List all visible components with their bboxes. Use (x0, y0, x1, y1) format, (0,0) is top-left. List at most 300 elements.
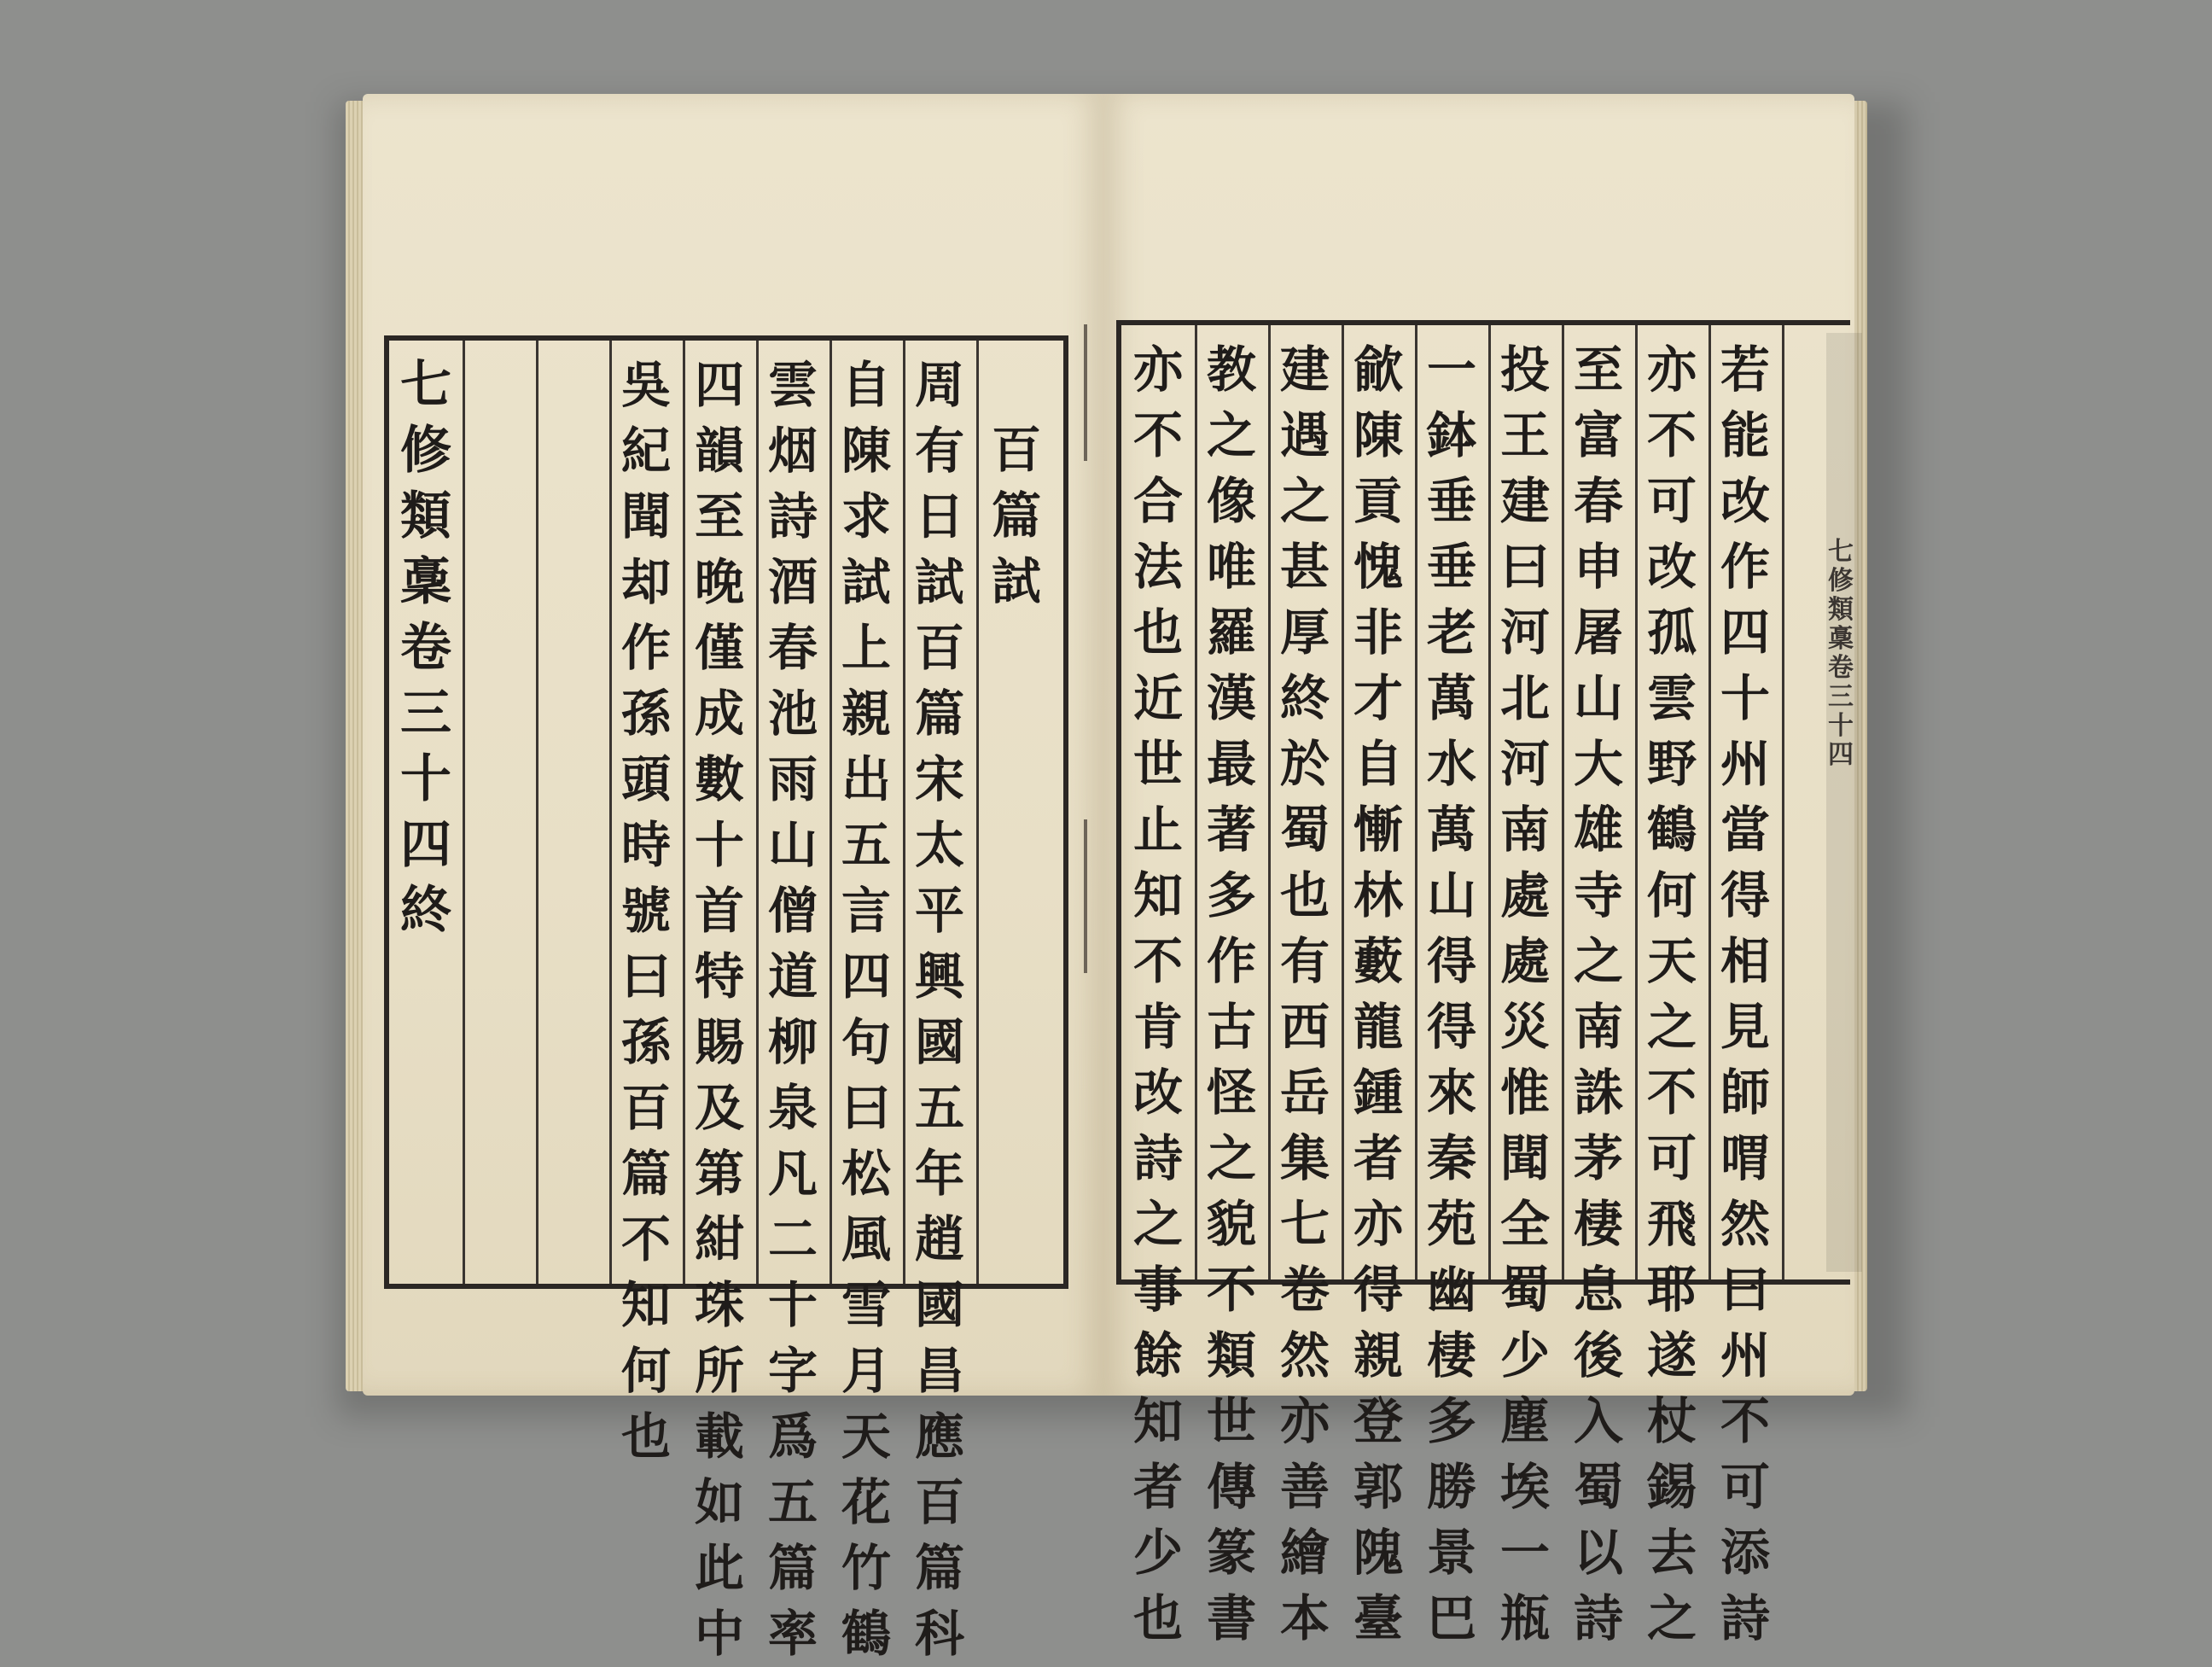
glyph: 特 (694, 947, 744, 1005)
glyph: 雄 (1573, 801, 1623, 859)
glyph: 類 (400, 487, 451, 546)
glyph: 應 (914, 1408, 964, 1466)
glyph: 得 (1426, 998, 1476, 1056)
glyph: 日 (914, 487, 964, 545)
glyph: 天 (841, 1408, 891, 1466)
glyph: 多 (1206, 866, 1256, 924)
glyph: 篆 (1206, 1524, 1256, 1582)
glyph: 曰 (1499, 538, 1550, 596)
glyph: 止 (1132, 801, 1183, 859)
column-rule (536, 341, 538, 1284)
section-heading (987, 417, 1046, 615)
column-rule (976, 341, 979, 1284)
glyph: 誅 (1573, 1064, 1623, 1122)
column-rule (683, 341, 685, 1284)
text-column (1128, 337, 1188, 1652)
glyph: 詩 (767, 487, 818, 545)
glyph: 時 (620, 816, 671, 874)
glyph: 國 (914, 1276, 964, 1334)
glyph: 幽 (1426, 1261, 1476, 1319)
glyph: 鉢 (1426, 406, 1476, 464)
glyph: 塵 (1499, 1392, 1550, 1450)
glyph: 著 (1206, 801, 1256, 859)
glyph: 何 (1646, 866, 1697, 924)
glyph: 稾 (1828, 624, 1854, 654)
glyph: 百 (914, 619, 964, 677)
glyph: 惟 (1499, 1064, 1550, 1122)
text-column (616, 353, 676, 1470)
glyph: 自 (841, 356, 891, 414)
glyph: 得 (1720, 866, 1770, 924)
glyph: 若 (1720, 341, 1770, 399)
glyph: 四 (694, 356, 744, 414)
column-rule (1782, 325, 1784, 1279)
glyph: 此 (694, 1539, 744, 1597)
glyph: 書 (1206, 1589, 1256, 1647)
glyph: 七 (400, 355, 451, 415)
glyph: 蜀 (1573, 1458, 1623, 1516)
glyph: 入 (1573, 1392, 1623, 1450)
glyph: 申 (1573, 538, 1623, 596)
text-column (836, 353, 896, 1667)
glyph: 富 (1573, 406, 1623, 464)
glyph: 見 (1720, 998, 1770, 1056)
glyph: 至 (1573, 341, 1623, 399)
glyph: 五 (841, 816, 891, 874)
glyph: 棲 (1426, 1326, 1476, 1384)
glyph: 得 (1426, 932, 1476, 990)
glyph: 亦 (1132, 341, 1183, 399)
glyph: 南 (1573, 998, 1623, 1056)
text-column (1202, 337, 1261, 1652)
text-column (1275, 337, 1335, 1652)
glyph: 添 (1720, 1524, 1770, 1582)
glyph: 試 (991, 552, 1041, 610)
glyph: 像 (1206, 472, 1256, 530)
column-rule (609, 341, 612, 1284)
text-column (1715, 337, 1775, 1652)
glyph: 十 (400, 749, 451, 809)
glyph: 第 (694, 1145, 744, 1203)
glyph: 求 (841, 487, 891, 545)
glyph: 國 (914, 1013, 964, 1071)
glyph: 有 (914, 422, 964, 480)
glyph: 自 (1353, 735, 1403, 793)
glyph: 百 (991, 421, 1041, 479)
column-rule (830, 341, 832, 1284)
glyph: 最 (1206, 735, 1256, 793)
glyph: 稾 (400, 552, 451, 612)
glyph: 修 (1828, 566, 1854, 596)
glyph: 喟 (1720, 1129, 1770, 1187)
glyph: 陳 (841, 422, 891, 480)
glyph: 法 (1132, 538, 1183, 596)
glyph: 修 (400, 421, 451, 481)
glyph: 勝 (1426, 1458, 1476, 1516)
glyph: 唯 (1206, 538, 1256, 596)
glyph: 作 (620, 619, 671, 677)
column-rule (1708, 325, 1711, 1279)
glyph: 林 (1353, 866, 1403, 924)
glyph: 事 (1132, 1261, 1183, 1319)
glyph: 岳 (1279, 1064, 1330, 1122)
glyph: 聞 (620, 487, 671, 545)
glyph: 知 (1132, 1392, 1183, 1450)
glyph: 鶴 (1646, 801, 1697, 859)
glyph: 知 (620, 1276, 671, 1334)
glyph: 不 (1646, 406, 1697, 464)
glyph: 十 (1828, 711, 1854, 741)
glyph: 雪 (841, 1276, 891, 1334)
glyph: 州 (1720, 1326, 1770, 1384)
text-column (690, 353, 749, 1667)
glyph: 成 (694, 685, 744, 743)
glyph: 世 (1132, 735, 1183, 793)
glyph: 一 (1499, 1524, 1550, 1582)
glyph: 烟 (767, 422, 818, 480)
glyph: 師 (1720, 1064, 1770, 1122)
glyph: 相 (1720, 932, 1770, 990)
glyph: 松 (841, 1145, 891, 1203)
glyph: 四 (1828, 740, 1854, 770)
glyph: 賜 (694, 1013, 744, 1071)
glyph: 竹 (841, 1539, 891, 1597)
glyph: 能 (1720, 406, 1770, 464)
glyph: 十 (1720, 669, 1770, 727)
glyph: 四 (400, 815, 451, 875)
glyph: 也 (1132, 1589, 1183, 1647)
glyph: 不 (1646, 1064, 1697, 1122)
glyph: 曰 (1720, 1261, 1770, 1319)
glyph: 月 (841, 1342, 891, 1400)
glyph: 王 (1499, 406, 1550, 464)
glyph: 善 (1279, 1458, 1330, 1516)
glyph: 蜀 (1279, 801, 1330, 859)
glyph: 雲 (767, 356, 818, 414)
glyph: 郭 (1353, 1458, 1403, 1516)
column-rule (1342, 325, 1344, 1279)
column-rule (1268, 325, 1271, 1279)
glyph: 五 (767, 1473, 818, 1531)
glyph: 雨 (767, 750, 818, 808)
glyph: 然 (1720, 1195, 1770, 1253)
glyph: 卷 (1279, 1261, 1330, 1319)
glyph: 三 (1828, 682, 1854, 712)
glyph: 災 (1499, 998, 1550, 1056)
glyph: 萬 (1426, 801, 1476, 859)
glyph: 春 (767, 619, 818, 677)
glyph: 野 (1646, 735, 1697, 793)
glyph: 親 (1353, 1326, 1403, 1384)
glyph: 道 (767, 947, 818, 1005)
glyph: 登 (1353, 1392, 1403, 1450)
glyph: 山 (1573, 669, 1623, 727)
glyph: 頭 (620, 750, 671, 808)
glyph: 之 (1573, 932, 1623, 990)
glyph: 教 (1206, 341, 1256, 399)
column-rule (903, 341, 905, 1284)
glyph: 改 (1720, 472, 1770, 530)
glyph: 中 (694, 1605, 744, 1663)
glyph: 紺 (694, 1210, 744, 1268)
glyph: 不 (1720, 1392, 1770, 1450)
glyph: 鶴 (841, 1605, 891, 1663)
glyph: 篇 (914, 685, 964, 743)
glyph: 却 (620, 553, 671, 611)
glyph: 陳 (1353, 406, 1403, 464)
glyph: 花 (841, 1473, 891, 1531)
glyph: 興 (914, 947, 964, 1005)
glyph: 山 (767, 816, 818, 874)
glyph: 及 (694, 1079, 744, 1137)
glyph: 春 (1573, 472, 1623, 530)
glyph: 厚 (1279, 603, 1330, 662)
glyph: 全 (1499, 1195, 1550, 1253)
glyph: 少 (1132, 1524, 1183, 1582)
glyph: 藪 (1353, 932, 1403, 990)
glyph: 錫 (1646, 1458, 1697, 1516)
glyph: 投 (1499, 341, 1550, 399)
glyph: 州 (1720, 735, 1770, 793)
left-text-frame (384, 335, 1068, 1663)
glyph: 三 (400, 684, 451, 743)
glyph: 改 (1132, 1064, 1183, 1122)
glyph: 之 (1132, 1195, 1183, 1253)
glyph: 巴 (1426, 1589, 1476, 1647)
glyph: 泉 (767, 1079, 818, 1137)
glyph: 聞 (1499, 1129, 1550, 1187)
glyph: 七 (1279, 1195, 1330, 1253)
glyph: 珠 (694, 1276, 744, 1334)
glyph: 杖 (1646, 1392, 1697, 1450)
glyph: 飛 (1646, 1195, 1697, 1253)
glyph: 河 (1499, 603, 1550, 662)
glyph: 不 (1132, 932, 1183, 990)
glyph: 可 (1646, 472, 1697, 530)
glyph: 率 (767, 1605, 818, 1663)
glyph: 作 (1206, 932, 1256, 990)
glyph: 四 (1720, 603, 1770, 662)
glyph: 非 (1353, 603, 1403, 662)
glyph: 遇 (1279, 406, 1330, 464)
glyph: 水 (1426, 735, 1476, 793)
glyph: 年 (914, 1145, 964, 1203)
glyph: 天 (1646, 932, 1697, 990)
glyph: 者 (1353, 1129, 1403, 1187)
glyph: 十 (767, 1276, 818, 1334)
glyph: 不 (620, 1210, 671, 1268)
glyph: 言 (841, 882, 891, 940)
glyph: 建 (1279, 341, 1330, 399)
glyph: 雲 (1646, 669, 1697, 727)
glyph: 肯 (1132, 998, 1183, 1056)
glyph: 貌 (1206, 1195, 1256, 1253)
glyph: 南 (1499, 801, 1550, 859)
glyph: 試 (841, 553, 891, 611)
glyph: 景 (1426, 1524, 1476, 1582)
glyph: 餘 (1132, 1326, 1183, 1384)
glyph: 首 (694, 882, 744, 940)
glyph: 瓶 (1499, 1589, 1550, 1647)
glyph: 以 (1573, 1524, 1623, 1582)
glyph: 所 (694, 1342, 744, 1400)
glyph: 池 (767, 685, 818, 743)
glyph: 後 (1573, 1326, 1623, 1384)
glyph: 孤 (1646, 603, 1697, 662)
glyph: 合 (1132, 472, 1183, 530)
glyph: 處 (1499, 866, 1550, 924)
glyph: 河 (1499, 735, 1550, 793)
glyph: 卷 (400, 618, 451, 678)
glyph: 集 (1279, 1129, 1330, 1187)
glyph: 貢 (1353, 472, 1403, 530)
glyph: 蜀 (1499, 1261, 1550, 1319)
glyph: 也 (1279, 866, 1330, 924)
glyph: 不 (1132, 406, 1183, 464)
glyph: 萬 (1426, 669, 1476, 727)
glyph: 平 (914, 882, 964, 940)
glyph: 處 (1499, 932, 1550, 990)
glyph: 漢 (1206, 669, 1256, 727)
glyph: 百 (914, 1473, 964, 1531)
glyph: 篇 (914, 1539, 964, 1597)
glyph: 吳 (620, 356, 671, 414)
glyph: 大 (1573, 735, 1623, 793)
glyph: 作 (1720, 538, 1770, 596)
column-rule (1562, 325, 1564, 1279)
glyph: 茅 (1573, 1129, 1623, 1187)
glyph: 二 (767, 1210, 818, 1268)
text-column (910, 353, 969, 1667)
column-rule (756, 341, 759, 1284)
glyph: 本 (1279, 1589, 1330, 1647)
glyph: 去 (1646, 1524, 1697, 1582)
glyph: 怪 (1206, 1064, 1256, 1122)
glyph: 於 (1279, 735, 1330, 793)
glyph: 柳 (767, 1013, 818, 1071)
glyph: 歈 (1353, 341, 1403, 399)
text-column (1569, 337, 1628, 1652)
glyph: 風 (841, 1210, 891, 1268)
glyph: 可 (1646, 1129, 1697, 1187)
glyph: 四 (841, 947, 891, 1005)
glyph: 號 (620, 882, 671, 940)
glyph: 一 (1426, 341, 1476, 399)
glyph: 篇 (991, 487, 1041, 545)
glyph: 寺 (1573, 866, 1623, 924)
glyph: 然 (1279, 1326, 1330, 1384)
glyph: 建 (1499, 472, 1550, 530)
glyph: 韻 (694, 422, 744, 480)
glyph: 孫 (620, 685, 671, 743)
glyph: 之 (1646, 1589, 1697, 1647)
glyph: 可 (1720, 1458, 1770, 1516)
glyph: 太 (914, 816, 964, 874)
text-column (1348, 337, 1408, 1652)
glyph: 遂 (1646, 1326, 1697, 1384)
glyph: 詩 (1573, 1589, 1623, 1647)
text-column (1642, 337, 1702, 1652)
text-column (763, 353, 823, 1667)
glyph: 十 (694, 816, 744, 874)
glyph: 不 (1206, 1261, 1256, 1319)
glyph: 有 (1279, 932, 1330, 990)
glyph: 句 (841, 1013, 891, 1071)
glyph: 曰 (620, 947, 671, 1005)
right-text-frame (1116, 320, 1850, 1647)
glyph: 百 (620, 1079, 671, 1137)
glyph: 之 (1206, 1129, 1256, 1187)
glyph: 類 (1828, 595, 1854, 625)
glyph: 凡 (767, 1145, 818, 1203)
glyph: 古 (1206, 998, 1256, 1056)
glyph: 西 (1279, 998, 1330, 1056)
glyph: 息 (1573, 1261, 1623, 1319)
glyph: 出 (841, 750, 891, 808)
glyph: 孫 (620, 1013, 671, 1071)
binding-thread-upper (1084, 324, 1087, 461)
glyph: 秦 (1426, 1129, 1476, 1187)
glyph: 臺 (1353, 1589, 1403, 1647)
glyph: 周 (914, 356, 964, 414)
glyph: 亦 (1353, 1195, 1403, 1253)
glyph: 試 (914, 553, 964, 611)
glyph: 世 (1206, 1392, 1256, 1450)
glyph: 至 (694, 487, 744, 545)
glyph: 愧 (1353, 538, 1403, 596)
glyph: 改 (1646, 538, 1697, 596)
glyph: 五 (914, 1079, 964, 1137)
glyph: 近 (1132, 669, 1183, 727)
glyph: 苑 (1426, 1195, 1476, 1253)
glyph: 繪 (1279, 1524, 1330, 1582)
glyph: 者 (1132, 1458, 1183, 1516)
glyph: 之 (1279, 472, 1330, 530)
glyph: 酒 (767, 553, 818, 611)
glyph: 亦 (1646, 341, 1697, 399)
glyph: 曰 (841, 1079, 891, 1137)
glyph: 終 (400, 881, 451, 941)
column-rule (1195, 325, 1197, 1279)
glyph: 終 (1279, 669, 1330, 727)
glyph: 當 (1720, 801, 1770, 859)
glyph: 山 (1426, 866, 1476, 924)
glyph: 詩 (1720, 1589, 1770, 1647)
glyph: 篇 (620, 1145, 671, 1203)
glyph: 七 (1828, 537, 1854, 567)
glyph: 如 (694, 1473, 744, 1531)
column-rule (463, 341, 465, 1284)
glyph: 昌 (914, 1342, 964, 1400)
glyph: 垂 (1426, 538, 1476, 596)
glyph: 傳 (1206, 1458, 1256, 1516)
glyph: 之 (1646, 998, 1697, 1056)
glyph: 亦 (1279, 1392, 1330, 1450)
glyph: 類 (1206, 1326, 1256, 1384)
glyph: 晚 (694, 553, 744, 611)
glyph: 僅 (694, 619, 744, 677)
glyph: 僧 (767, 882, 818, 940)
glyph: 才 (1353, 669, 1403, 727)
glyph: 字 (767, 1342, 818, 1400)
glyph: 屠 (1573, 603, 1623, 662)
glyph: 耶 (1646, 1261, 1697, 1319)
glyph: 埃 (1499, 1458, 1550, 1516)
glyph: 篇 (767, 1539, 818, 1597)
glyph: 棲 (1573, 1195, 1623, 1253)
glyph: 知 (1132, 866, 1183, 924)
glyph: 北 (1499, 669, 1550, 727)
